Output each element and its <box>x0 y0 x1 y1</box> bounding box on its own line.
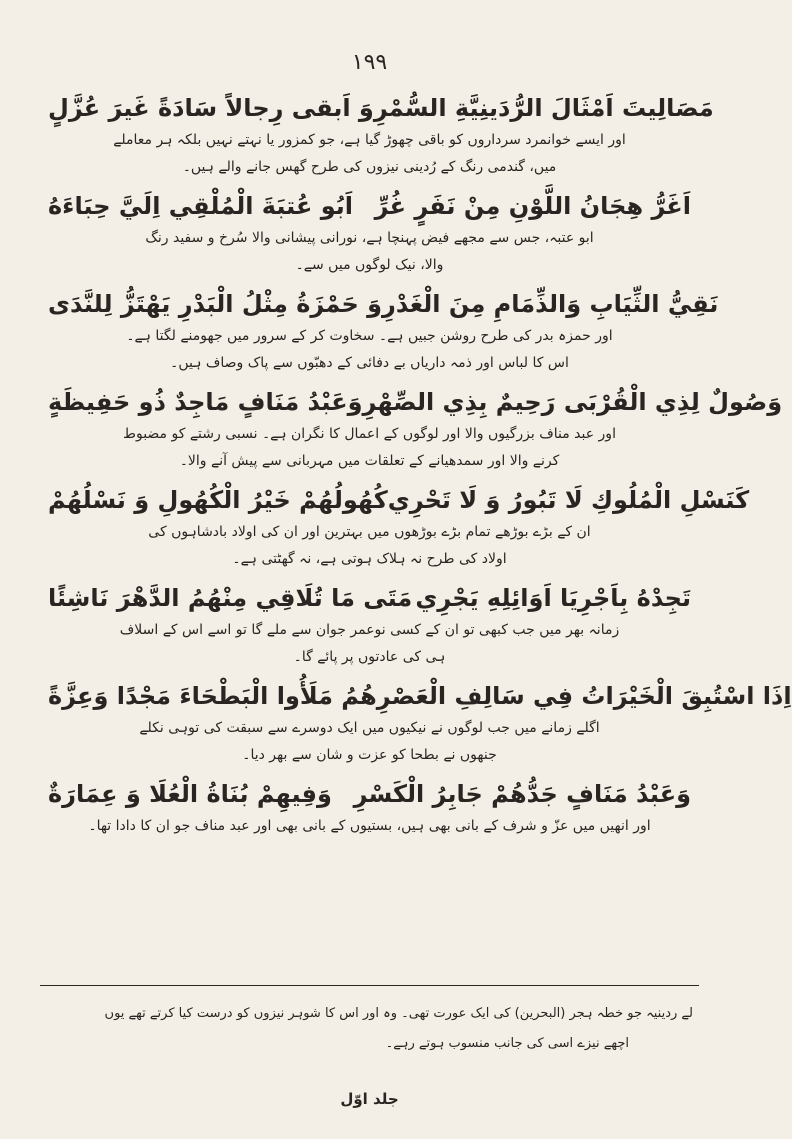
verse-line <box>40 775 699 813</box>
verse-block <box>40 775 699 840</box>
translation-line: میں، گندمی رنگ کے رُدینی نیزوں کی طرح گھس جانے والے ہیں۔ <box>182 159 557 175</box>
hemistich-right: كُهُولُهُمْ خَيْرُ الْكُهُولِ وَ نَسْلُهُمْ <box>48 486 388 514</box>
verse-block <box>40 677 792 769</box>
hemistich-right: وَ اَبقى رِجالاً سَادَةً غَيرَ عُزَّلٍ <box>48 94 374 122</box>
translation <box>40 519 699 573</box>
translation-line: ہی کی عادتوں پر پائے گا۔ <box>293 649 446 665</box>
verse-line <box>40 383 783 421</box>
translation <box>40 715 699 769</box>
verse-block <box>40 383 783 475</box>
footnotes <box>40 985 699 1059</box>
hemistich-right: وَ حَمْزَةُ مِثْلُ الْبَدْرِ يَهْتَزُّ لِلنَّدَى <box>48 290 383 318</box>
verse-line <box>40 579 699 617</box>
translation-line: ان کے بڑے بوڑھے تمام بڑے بوڑھوں میں بہترین اور ان کی اولاد بادشاہوں کی <box>148 524 591 540</box>
translation <box>40 225 699 279</box>
translation-line: ابو عتبہ، جس سے مجھے فیض پہنچا ہے، نورانی پیشانی والا سُرخ و سفید رنگ <box>145 230 594 246</box>
verse-block <box>40 187 699 279</box>
translation <box>40 323 699 377</box>
hemistich-left: وَعَبْدُ مَنَافٍ جَدُّهُمْ جَابِرُ الْكَسْرِ <box>353 780 691 808</box>
verse-block <box>40 579 699 671</box>
translation-line: جنھوں نے بطحا کو عزت و شان سے بھر دیا۔ <box>242 747 497 763</box>
translation-line: اور ایسے خوانمرد سرداروں کو باقی چھوڑ گیا ہے، جو کمزور یا نہتے نہیں بلکہ ہر معاملے <box>113 132 626 148</box>
footnote-divider <box>40 985 699 986</box>
hemistich-left: تَجِدْهُ بِاَجْرِيَا اَوَائِلِهِ يَجْرِي <box>415 584 691 612</box>
hemistich-left: كَنَسْلِ الْمُلُوكِ لَا تَبُورُ وَ لَا تَحْرِي <box>387 486 750 514</box>
hemistich-left: اِذَا اسْتُبِقَ الْخَيْرَاتُ فِي سَالِفِ الْعَصْرِ <box>376 682 792 710</box>
translation-line: کرنے والا اور سمدھیانے کے تعلقات میں مہربانی سے پیش آنے والا۔ <box>179 453 560 469</box>
verse-block <box>40 285 719 377</box>
verse-line <box>40 187 699 225</box>
translation <box>40 421 699 475</box>
translation-line: اور حمزہ بدر کی طرح روشن جبیں ہے۔ سخاوت کر کے سرور میں جھومنے لگتا ہے۔ <box>126 328 613 344</box>
hemistich-right: هُمُ مَلَأُوا الْبَطْحَاءَ مَجْدًا وَعِزَّةً <box>48 682 377 710</box>
translation-line: والا، نیک لوگوں میں سے۔ <box>295 257 444 273</box>
page-number: ١٩٩ <box>351 50 388 75</box>
hemistich-left: مَصَالِيتَ اَمْثَالَ الرُّدَينِيَّةِ السُّمْرِ <box>373 94 714 122</box>
volume-label: جلد اوّل <box>340 1090 399 1108</box>
verse-line <box>40 89 714 127</box>
hemistich-right: وَفِيهِمْ بُنَاةُ الْعُلَا وَ عِمَارَةٌ <box>48 780 332 808</box>
hemistich-right: اَبُو عُتبَةَ الْمُلْقِي اِلَيَّ حِبَاءَهُ <box>48 192 353 220</box>
translation-line: اور انھیں میں عزّ و شرف کے بانی بھی ہیں، بستیوں کے بانی بھی اور عبد مناف جو ان کا دادا تھا۔ <box>88 818 651 834</box>
verse-block <box>40 481 750 573</box>
translation <box>40 127 699 181</box>
hemistich-left: اَغَرُّ هِجَانُ اللَّوْنِ مِنْ نَفَرٍ غُرِّ <box>374 192 691 220</box>
translation-line: اولاد کی طرح نہ ہلاک ہوتی ہے، نہ گھٹتی ہے۔ <box>232 551 507 567</box>
translation-line: اور عبد مناف بزرگیوں والا اور لوگوں کے اعمال کا نگران ہے۔ نسبی رشتے کو مضبوط <box>123 426 616 442</box>
translation-line: زمانہ بھر میں جب کبھی تو ان کے کسی نوعمر جوان سے ملے گا تو اسے اس کے اسلاف <box>119 622 620 638</box>
translation-line: اس کا لباس اور ذمہ داریاں بے دفائی کے دھبّوں سے پاک وصاف ہیں۔ <box>170 355 569 371</box>
verse-block <box>40 89 714 181</box>
translation <box>40 813 699 840</box>
verse-line <box>40 677 792 715</box>
hemistich-left: وَصُولٌ لِذِي الْقُرْبَى رَحِيمٌ بِذِي الصِّهْرِ <box>362 388 783 416</box>
verse-line <box>40 481 750 519</box>
hemistich-left: نَقِيُّ الثِّيَابِ وَالذِّمَامِ مِنَ الْغَدْرِ <box>382 290 719 318</box>
hemistich-right: وَعَبْدُ مَنَافٍ مَاجِدٌ ذُو حَفِيظَةٍ <box>48 388 363 416</box>
translation-line: اگلے زمانے میں جب لوگوں نے نیکیوں میں ایک دوسرے سے سبقت کی توہی نکلے <box>139 720 600 736</box>
hemistich-right: مَتَى مَا تُلَاقِي مِنْهُمُ الدَّهْرَ نَاشِئًا <box>48 584 413 612</box>
translation <box>40 617 699 671</box>
footnote-line: لے ردینیہ جو خطہ ہجر (البحرین) کی ایک عورت تھی۔ وہ اور اس کا شوہر نیزوں کو درست کیا کرتے تھے یوں <box>104 1006 693 1021</box>
verse-line <box>40 285 719 323</box>
footnote-line: اچھے نیزے اسی کی جانب منسوب ہوتے رہے۔ <box>385 1036 629 1051</box>
